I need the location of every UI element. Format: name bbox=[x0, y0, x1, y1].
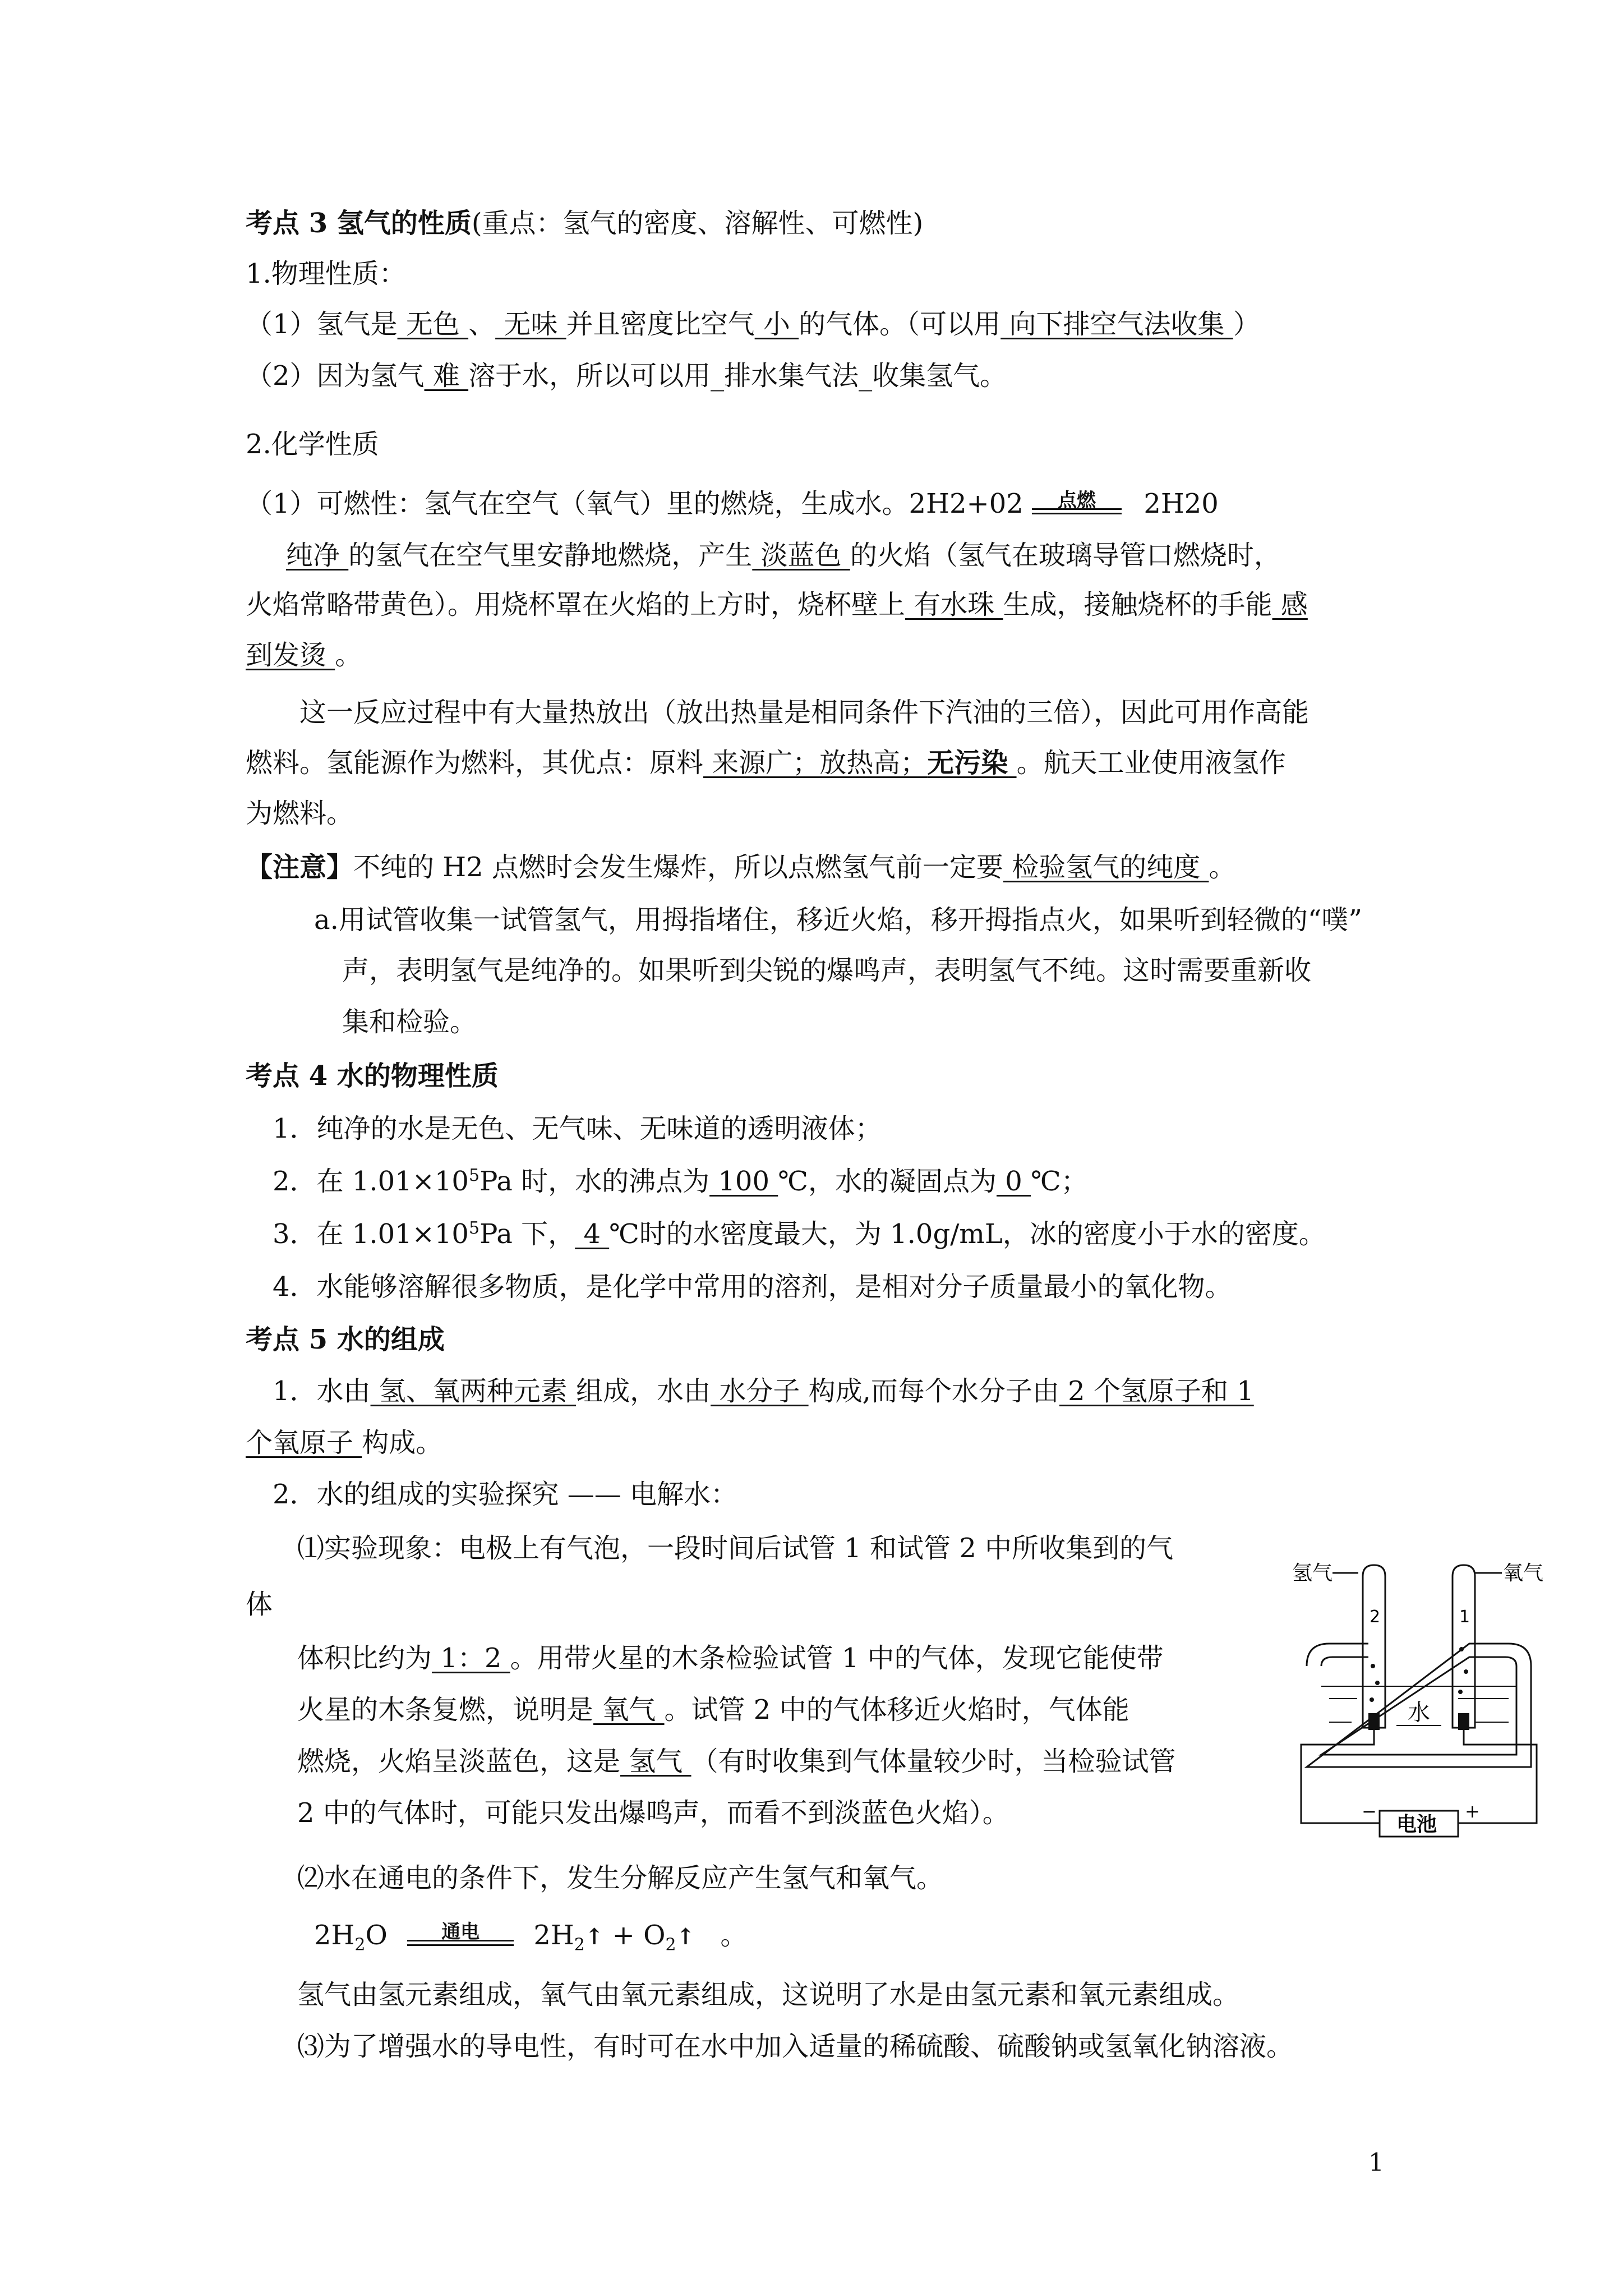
k4-item-2: 2．在 $1.01\times 10^5Pa$ 时，水的沸点为 100 ℃，水的凝固点为 0 ℃； bbox=[273, 1166, 1088, 1197]
svg-text:2: 2 bbox=[1370, 1607, 1381, 1627]
svg-text:+: + bbox=[1465, 1801, 1480, 1822]
reaction-arrow-electric: 通电 bbox=[407, 1921, 514, 1954]
heading-chemical: 2.化学性质 bbox=[246, 429, 379, 460]
k4-item-4: 4．水能够溶解很多物质，是化学中常用的溶剂，是相对分子质量最小的氧化物。 bbox=[273, 1271, 1232, 1303]
para-note: 【注意】不纯的 H2 点燃时会发生爆炸，所以点燃氢气前一定要 检验氢气的纯度 。 bbox=[246, 852, 1236, 883]
svg-text:−: − bbox=[1362, 1801, 1377, 1822]
svg-text:1: 1 bbox=[1459, 1607, 1470, 1627]
section-title-k5: 考点 5 水的组成 bbox=[246, 1324, 445, 1355]
electrolysis-apparatus-diagram bbox=[1290, 1554, 1548, 1868]
k5-item-1a: 1．水由 氢、氧两种元素 组成，水由 水分子 构成,而每个水分子由 2 个氢原子和 1 bbox=[273, 1375, 1254, 1407]
reaction-arrow-ignite: 点燃 bbox=[1032, 489, 1122, 523]
exp-observation-1: ⑴实验现象：电极上有气泡，一段时间后试管 1 和试管 2 中所收集到的气 bbox=[297, 1533, 1174, 1564]
exp-observation-2: 体 bbox=[246, 1589, 273, 1620]
para-physical-2: （2）因为氢气 难 溶于水，所以可以用_排水集气法_收集氢气。 bbox=[246, 360, 1007, 392]
heading-physical: 1.物理性质： bbox=[246, 258, 406, 289]
para-energy-2: 燃料。氢能源作为燃料，其优点：原料 来源广；放热高；无污染 。航天工业使用液氢作 bbox=[246, 747, 1286, 779]
para-flame-2: 火焰常略带黄色）。用烧杯罩在火焰的上方时，烧杯壁上 有水珠 生成，接触烧杯的手能 感 bbox=[246, 589, 1308, 620]
k5-item-2: 2．水的组成的实验探究 —— 电解水： bbox=[273, 1479, 738, 1510]
label-water: 水 bbox=[1408, 1700, 1430, 1726]
section-title-k3: 考点 3 氢气的性质(重点：氢气的密度、溶解性、可燃性) bbox=[246, 208, 924, 239]
para-energy-1: 这一反应过程中有大量热放出（放出热量是相同条件下汽油的三倍），因此可用作高能 bbox=[299, 697, 1310, 728]
section-title-k4: 考点 4 水的物理性质 bbox=[246, 1060, 499, 1092]
para-combustion: （1）可燃性：氢气在空气（氧气）里的燃烧，生成水。2H2+02 点燃 2H20 bbox=[246, 487, 1219, 523]
gas-up-arrow-icon: ↑ bbox=[676, 1924, 695, 1950]
para-note-a-1: a.用试管收集一试管氢气，用拇指堵住，移近火焰，移开拇指点火，如果听到轻微的“噗” bbox=[314, 904, 1362, 936]
page-number: 1 bbox=[1368, 2148, 1384, 2177]
exp-conclusion: 氢气由氢元素组成，氧气由氧元素组成，这说明了水是由氢元素和氧元素组成。 bbox=[297, 1979, 1240, 2010]
label-oxygen: 氧气 bbox=[1503, 1562, 1544, 1585]
exp-observation-6: 2 中的气体时，可能只发出爆鸣声，而看不到淡蓝色火焰）。 bbox=[297, 1797, 1009, 1829]
label-hydrogen: 氢气 bbox=[1292, 1562, 1333, 1585]
para-flame-1: 纯净 的氢气在空气里安静地燃烧，产生 淡蓝色 的火焰（氢气在玻璃导管口燃烧时， bbox=[286, 540, 1281, 571]
para-note-a-3: 集和检验。 bbox=[342, 1006, 477, 1038]
gas-up-arrow-icon: ↑ bbox=[584, 1924, 604, 1950]
k5-item-1b: 个氧原子 构成。 bbox=[246, 1427, 443, 1458]
label-battery: 电池 bbox=[1396, 1813, 1437, 1836]
para-flame-3: 到发烫 。 bbox=[246, 639, 362, 671]
exp-reaction-text: ⑵水在通电的条件下，发生分解反应产生氢气和氧气。 bbox=[297, 1862, 944, 1894]
para-note-a-2: 声，表明氢气是纯净的。如果听到尖锐的爆鸣声，表明氢气不纯。这时需要重新收 bbox=[342, 955, 1312, 986]
exp-observation-3: 体积比约为 1：2 。用带火星的木条检验试管 1 中的气体，发现它能使带 bbox=[297, 1642, 1164, 1674]
electrolysis-equation: $2H_2O$ 通电 $2H_2↑$ + $O_2↑$ 。 bbox=[314, 1920, 748, 1955]
exp-observation-5: 燃烧，火焰呈淡蓝色，这是 氢气 （有时收集到气体量较少时，当检验试管 bbox=[297, 1746, 1176, 1777]
para-energy-3: 为燃料。 bbox=[246, 798, 354, 829]
exp-observation-4: 火星的木条复燃，说明是 氧气 。试管 2 中的气体移近火焰时，气体能 bbox=[297, 1694, 1129, 1726]
k4-item-1: 1．纯净的水是无色、无气味、无味道的透明液体； bbox=[273, 1113, 882, 1144]
para-physical-1: （1）氢气是 无色 、 无味 并且密度比空气 小 的气体。（可以用 向下排空气法收集 ） bbox=[246, 309, 1260, 340]
exp-conductivity: ⑶为了增强水的导电性，有时可在水中加入适量的稀硫酸、硫酸钠或氢氧化钠溶液。 bbox=[297, 2031, 1294, 2062]
k4-item-3: 3．在 $1.01\times 10^5Pa$ 下， 4 ℃时的水密度最大，为 1.0g/mL，冰的密度小于水的密度。 bbox=[273, 1218, 1326, 1250]
